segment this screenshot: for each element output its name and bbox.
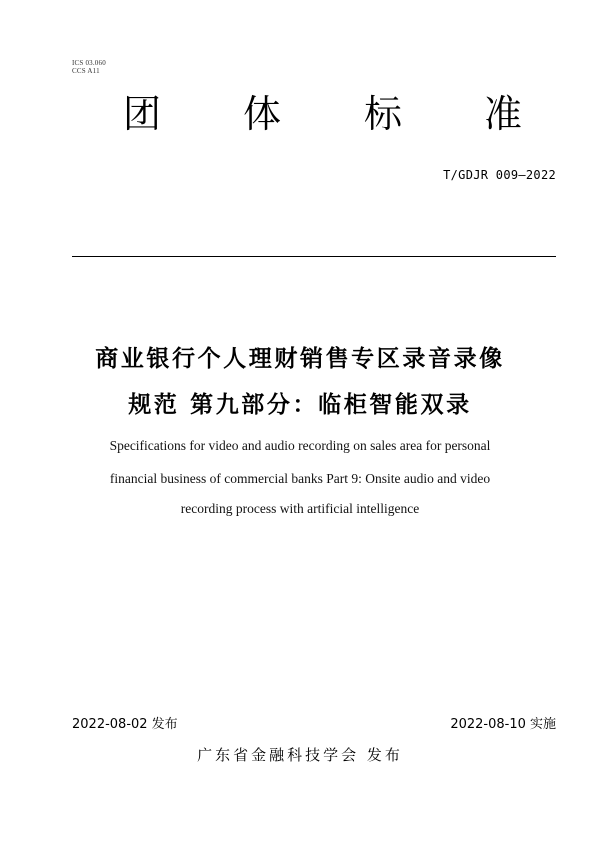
standard-type-char-2: 体 <box>243 92 282 136</box>
ics-code: ICS 03.060 <box>72 59 106 67</box>
issue-date: 2022-08-02 发布 <box>72 717 178 732</box>
title-en-line-1: Specifications for video and audio recording on sales area for personal <box>109 438 491 453</box>
standard-type-heading <box>0 92 600 136</box>
standard-type-char-3: 标 <box>364 92 403 136</box>
classification-codes <box>72 59 106 75</box>
standard-type-char-4: 准 <box>484 92 523 136</box>
ccs-code: CCS A11 <box>72 67 100 75</box>
title-cn-line-1: 商业银行个人理财销售专区录音录像 <box>95 346 505 372</box>
title-en-line-2: financial business of commercial banks Part 9: Onsite audio and video <box>109 471 491 486</box>
standard-type-char-1: 团 <box>123 92 162 136</box>
title-en-line-3: recording process with artificial intelligence <box>180 501 420 516</box>
implementation-date: 2022-08-10 实施 <box>450 717 556 732</box>
header-divider <box>72 256 556 257</box>
standard-number: T/GDJR 009—2022 <box>443 168 556 182</box>
title-cn-line-2: 规范 第九部分：临柜智能双录 <box>128 392 472 418</box>
publisher: 广东省金融科技学会 发布 <box>197 746 403 764</box>
